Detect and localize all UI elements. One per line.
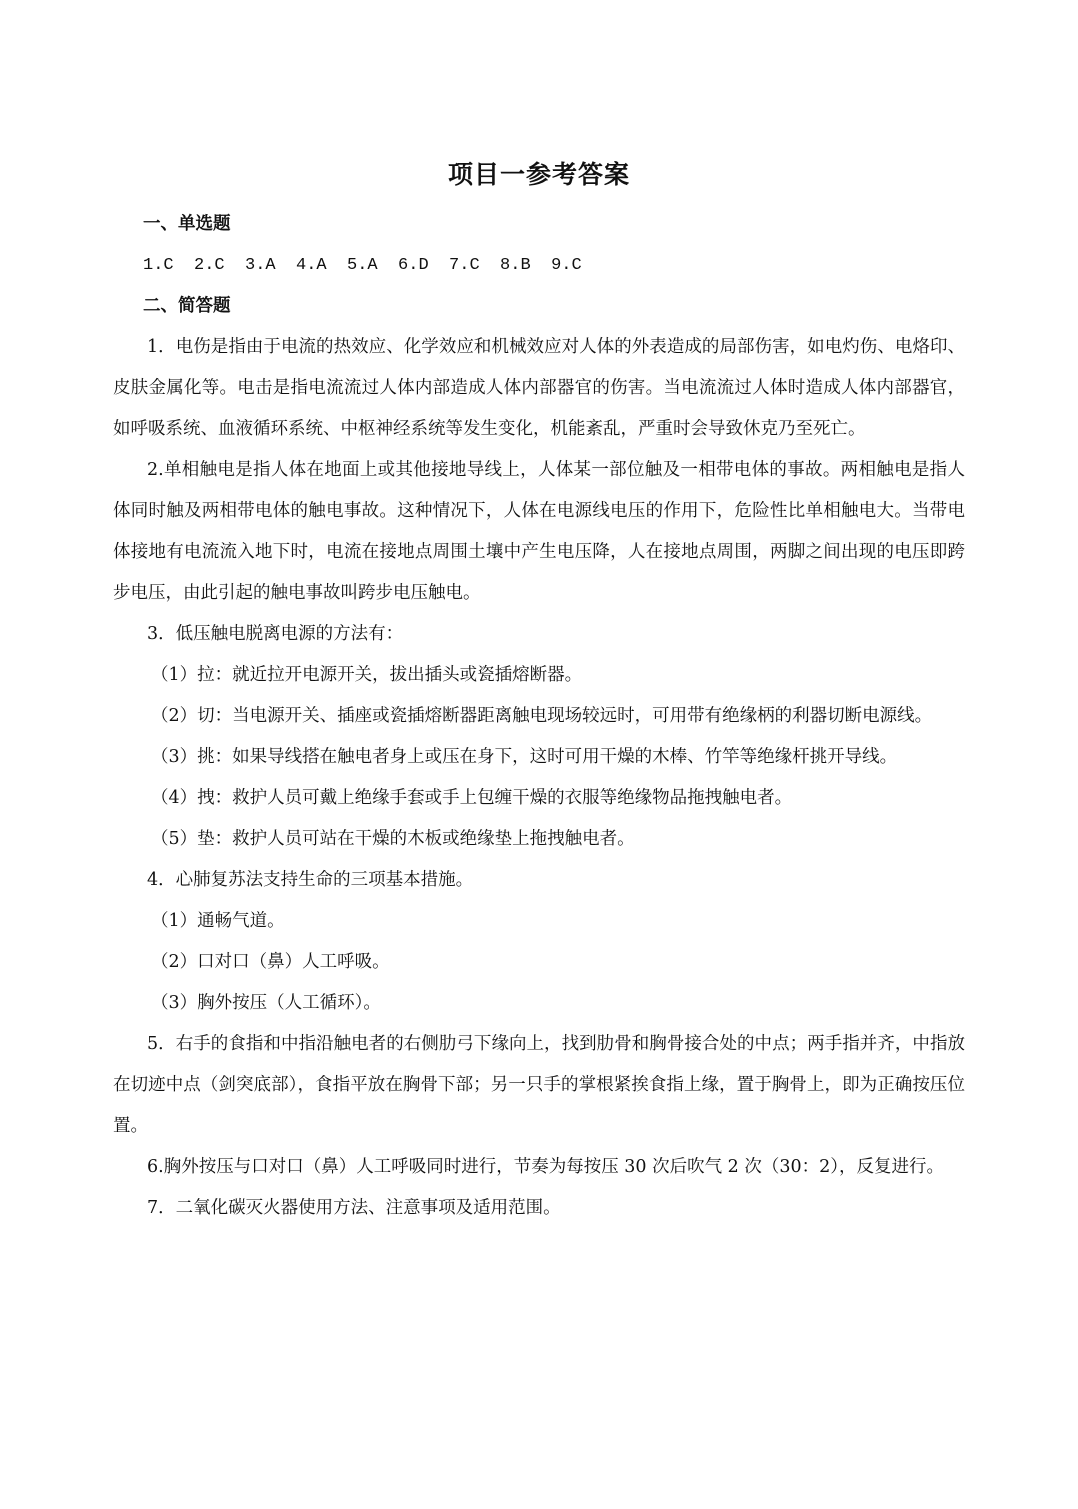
answer-3-item-2: （2）切：当电源开关、插座或瓷插熔断器距离触电现场较远时，可用带有绝缘柄的利器切断电源线。	[151, 706, 933, 726]
answer-paragraph-4: 4．心肺复苏法支持生命的三项基本措施。	[147, 870, 474, 890]
answer-paragraph-6: 6.胸外按压与口对口（鼻）人工呼吸同时进行，节奏为每按压 30 次后吹气 2 次（30：2），反复进行。	[147, 1157, 944, 1177]
answer-paragraph-5: 5．右手的食指和中指沿触电者的右侧肋弓下缘向上，找到肋骨和胸骨接合处的中点；两手指并齐，中指放在切迹中点（剑突底部），食指平放在胸骨下部；另一只手的掌根紧挨食指上缘，置于胸骨上，即为正确按压位置。	[113, 1034, 965, 1136]
document-page	[113, 150, 965, 1229]
answer-4-item-3: （3）胸外按压（人工循环）。	[151, 993, 381, 1013]
page-title: 项目一参考答案	[447, 160, 630, 189]
answer-3-item-5: （5）垫：救护人员可站在干燥的木板或绝缘垫上拖拽触电者。	[151, 829, 635, 849]
answer-paragraph-7: 7．二氧化碳灭火器使用方法、注意事项及适用范围。	[147, 1198, 561, 1218]
answer-paragraph-1: 1．电伤是指由于电流的热效应、化学效应和机械效应对人体的外表造成的局部伤害，如电灼伤、电烙印、皮肤金属化等。电击是指电流流过人体内部造成人体内部器官的伤害。当电流流过人体时造成人体内部器官，如呼吸系统、血液循环系统、中枢神经系统等发生变化，机能紊乱，严重时会导致休克乃至死亡。	[113, 337, 965, 439]
answer-3-item-3: （3）挑：如果导线搭在触电者身上或压在身下，这时可用干燥的木棒、竹竿等绝缘杆挑开导线。	[151, 747, 898, 767]
section-heading-single-choice: 一、单选题	[143, 214, 231, 234]
answer-4-item-1: （1）通畅气道。	[151, 911, 285, 931]
answer-paragraph-2: 2.单相触电是指人体在地面上或其他接地导线上，人体某一部位触及一相带电体的事故。两相触电是指人体同时触及两相带电体的触电事故。这种情况下，人体在电源线电压的作用下，危险性比单相触电大。当带电体接地有电流流入地下时，电流在接地点周围土壤中产生电压降，人在接地点周围，两脚之间出现的电压即跨步电压，由此引起的触电事故叫跨步电压触电。	[113, 460, 965, 603]
answer-4-item-2: （2）口对口（鼻）人工呼吸。	[151, 952, 390, 972]
answer-3-item-4: （4）拽：救护人员可戴上绝缘手套或手上包缠干燥的衣服等绝缘物品拖拽触电者。	[151, 788, 793, 808]
single-choice-answers: 1.C 2.C 3.A 4.A 5.A 6.D 7.C 8.B 9.C	[143, 256, 582, 275]
answer-paragraph-3: 3．低压触电脱离电源的方法有：	[147, 624, 404, 644]
section-heading-short-answer: 二、简答题	[143, 296, 231, 316]
answer-3-item-1: （1）拉：就近拉开电源开关，拔出插头或瓷插熔断器。	[151, 665, 583, 685]
